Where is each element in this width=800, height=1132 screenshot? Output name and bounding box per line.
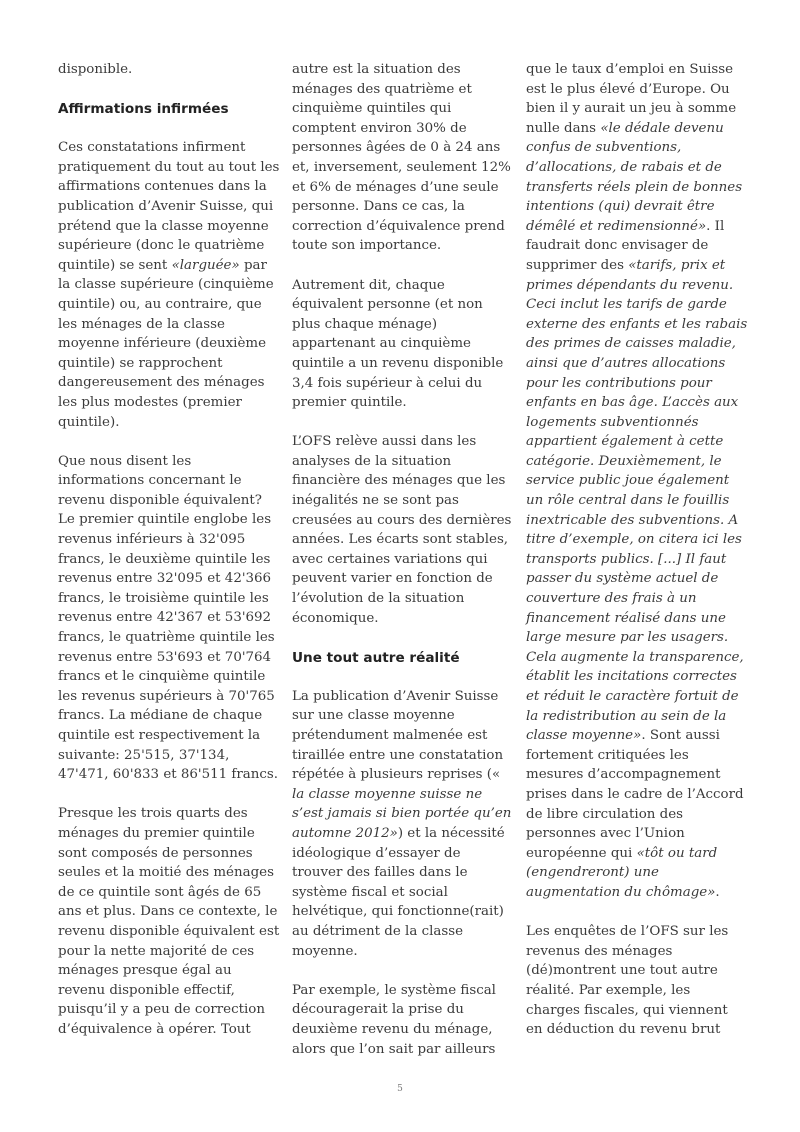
section-heading: Une tout autre réalité bbox=[292, 649, 460, 666]
column-1 bbox=[58, 60, 280, 1059]
column-2 bbox=[292, 60, 514, 1079]
paragraph: autre est la situation des ménages des quatrième et cinquième quintiles qui comptent environ 30% de personnes âgées de 0 à 24 ans et, inversement, seulement 12% et 6% de ménages d’une seule personne. Dans ce cas, la correction d’équivalence prend toute son importance. bbox=[292, 62, 511, 254]
text-run: . bbox=[715, 884, 720, 900]
paragraph bbox=[526, 60, 748, 903]
paragraph bbox=[292, 687, 514, 961]
text-run: La publication d’Avenir Suisse sur une classe moyenne prétendument malmenée est tiraillée entre une constatation répétée à plusieurs reprises (« bbox=[292, 688, 504, 783]
paragraph: L’OFS relève aussi dans les analyses de la situation financière des ménages que les inégalités ne se sont pas creusées au cours des dernières années. Les écarts sont stables, avec certaines variations qui peuvent varier en fonction de l’évolution de la situation économique. bbox=[292, 434, 512, 626]
paragraph: Les enquêtes de l’OFS sur les revenus des ménages (dé)montrent une tout autre réalité. Par exemple, les charges fiscales, qui viennent en déduction du revenu brut bbox=[526, 924, 729, 1038]
paragraph: Que nous disent les informations concernant le revenu disponible équivalent? Le premier quintile englobe les revenus inférieurs à 32'095 francs, le deuxième quintile les revenus entre 32'095 et 42'366 francs, le troisième quintile les revenus entre 42'367 et 53'692 francs, le quatrième quintile les revenus entre 53'693 et 70'764 francs et le cinquième quintile les revenus supérieurs à 70'765 francs. La médiane de chaque quintile est respectivement la suivante: 25'515, 37'134, 47'471, 60'833 et 86'511 francs. bbox=[58, 453, 279, 783]
text-run: que le taux d’emploi en Suisse est le plus élevé d’Europe. Ou bien il y aurait un jeu à somme nulle dans bbox=[526, 62, 737, 136]
page-number: 5 bbox=[397, 1084, 403, 1094]
text-run: . Il faudrait donc envisager de supprimer des bbox=[526, 218, 725, 273]
paragraph: disponible. bbox=[58, 62, 133, 77]
italic-quote: «larguée» bbox=[171, 257, 240, 273]
paragraph: Autrement dit, chaque équivalent personne (et non plus chaque ménage) appartenant au cinquième quintile a un revenu disponible 3,4 fois supérieur à celui du premier quintile. bbox=[292, 277, 504, 411]
text-run: . Sont aussi fortement critiquées les mesures d’accompagnement prises dans le cadre de l’Accord de libre circulation des personnes avec l’Union européenne qui bbox=[526, 728, 744, 861]
paragraph: Presque les trois quarts des ménages du premier quintile sont composés de personnes seules et la moitié des ménages de ce quintile sont âgés de 65 ans et plus. Dans ce contexte, le revenu disponible équivalent est pour la nette majorité de ces ménages presque égal au revenu disponible effectif, puisqu’il y a peu de correction d’équivalence à opérer. Tout bbox=[58, 806, 280, 1037]
text-run: Ces constatations infirment pratiquement du tout au tout les affirmations contenues dans la publication d’Avenir Suisse, qui prétend que la classe moyenne supérieure (donc le quatrième quintile) se sent bbox=[58, 140, 280, 273]
italic-quote: «tarifs, prix et primes dépendants du revenu. Ceci inclut les tarifs de garde externe des enfants et les rabais des primes de caisses maladie, ainsi que d’autres allocations pour les contributions pour enfants en bas âge. L’accès aux logements subventionnés appartient également à cette catégorie. Deuxièmement, le service public joue également un rôle central dans le fouillis inextricable des subventions. A titre d’exemple, on citera ici les transports publics. [...] Il faut passer du système actuel de couverture des frais à un financement réalisé dans une large mesure par les usagers. Cela augmente la transparence, établit les incitations correctes et réduit le caractère fortuit de la redistribution au sein de la classe moyenne» bbox=[526, 257, 748, 744]
italic-quote: la classe moyenne suisse ne s’est jamais si bien portée qu’en automne 2012» bbox=[292, 786, 512, 841]
paragraph: Par exemple, le système fiscal découragerait la prise du deuxième revenu du ménage, alors que l’on sait par ailleurs bbox=[292, 982, 496, 1057]
paragraph bbox=[58, 138, 280, 432]
column-3 bbox=[526, 60, 748, 1059]
italic-quote: «le dédale devenu confus de subventions, d’allocations, de rabais et de transferts réels plein de bonnes intentions (qui) devrait être démêlé et redimensionné» bbox=[526, 120, 743, 234]
text-run: par la classe supérieure (cinquième quintile) ou, au contraire, que les ménages de la classe moyenne inférieure (deuxième quintile) se rapprochent dangereusement des ménages les plus modestes (premier quintile). bbox=[58, 257, 274, 430]
italic-quote: «tôt ou tard (engendreront) une augmentation du chômage» bbox=[526, 845, 718, 900]
text-run: ) et la nécessité idéologique d’essayer de trouver des failles dans le système fiscal et social helvétique, qui fonctionne(rait) au détriment de la classe moyenne. bbox=[292, 825, 505, 959]
section-heading: Affirmations infirmées bbox=[58, 101, 229, 118]
